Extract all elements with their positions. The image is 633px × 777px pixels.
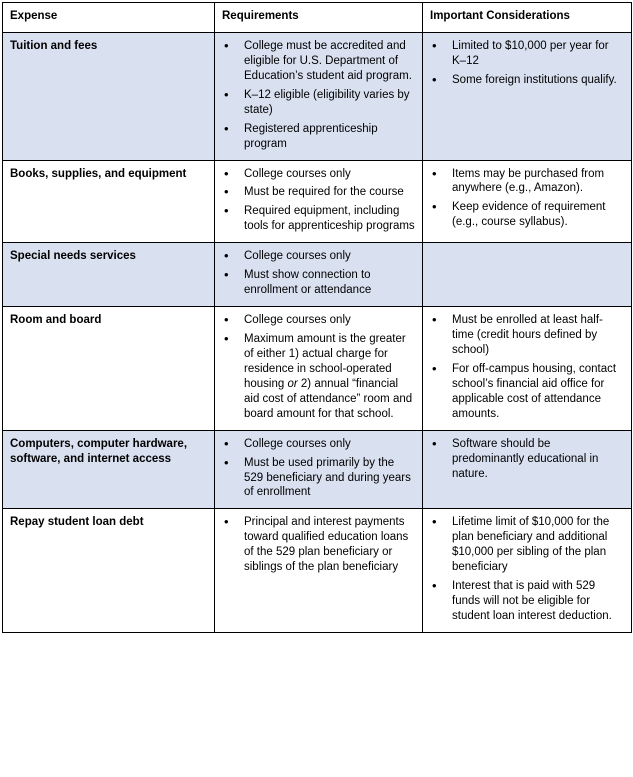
list-item: • Software should be predominantly educational in nature. (430, 437, 624, 482)
list-item: • College courses only (222, 167, 415, 182)
expense-cell: Special needs services (3, 243, 215, 307)
list-item: • College must be accredited and eligible for U.S. Department of Education’s student aid program. (222, 39, 415, 84)
bullet-list (430, 167, 624, 231)
considerations-cell (423, 243, 632, 307)
list-item: • Required equipment, including tools for apprenticeship programs (222, 204, 415, 234)
list-item: • Keep evidence of requirement (e.g., course syllabus). (430, 200, 624, 230)
table-header-row (3, 3, 632, 33)
column-header-requirements: Requirements (215, 3, 423, 33)
table-row (3, 430, 632, 509)
list-item: • Interest that is paid with 529 funds will not be eligible for student loan interest deduction. (430, 579, 624, 624)
list-item: • Principal and interest payments toward qualified education loans of the 529 plan beneficiary or siblings of the plan beneficiary (222, 515, 415, 575)
requirements-cell (215, 32, 423, 160)
considerations-cell (423, 307, 632, 431)
bullet-list (222, 39, 415, 152)
bullet-list (222, 167, 415, 235)
bullet-list (222, 313, 415, 422)
bullet-list (430, 437, 624, 482)
list-item: • Limited to $10,000 per year for K–12 (430, 39, 624, 69)
requirements-cell (215, 430, 423, 509)
expense-cell: Computers, computer hardware, software, and internet access (3, 430, 215, 509)
bullet-list (430, 313, 624, 422)
column-header-considerations: Important Considerations (423, 3, 632, 33)
bullet-list (430, 39, 624, 88)
list-item: • Maximum amount is the greater of either 1) actual charge for residence in school-operated housing or 2) annual “financial aid cost of attendance” room and board amount for that school. (222, 332, 415, 422)
list-item: • Must show connection to enrollment or attendance (222, 268, 415, 298)
considerations-cell (423, 160, 632, 243)
table-row (3, 243, 632, 307)
requirements-cell (215, 307, 423, 431)
empty-cell (430, 249, 624, 263)
expense-table (2, 2, 632, 633)
list-item: • Items may be purchased from anywhere (e.g., Amazon). (430, 167, 624, 197)
bullet-list (222, 515, 415, 575)
requirements-cell (215, 160, 423, 243)
bullet-list (222, 437, 415, 501)
list-item: • Registered apprenticeship program (222, 122, 415, 152)
considerations-cell (423, 430, 632, 509)
table-row (3, 509, 632, 633)
list-item: • Must be used primarily by the 529 beneficiary and during years of enrollment (222, 456, 415, 501)
table-row (3, 32, 632, 160)
list-item: • College courses only (222, 313, 415, 328)
considerations-cell (423, 32, 632, 160)
expense-cell: Tuition and fees (3, 32, 215, 160)
table-row (3, 307, 632, 431)
list-item: • For off-campus housing, contact school’s financial aid office for applicable cost of attendance amounts. (430, 362, 624, 422)
list-item: • Must be required for the course (222, 185, 415, 200)
list-item: • K–12 eligible (eligibility varies by state) (222, 88, 415, 118)
list-item: • Lifetime limit of $10,000 for the plan beneficiary and additional $10,000 per sibling of the plan beneficiary (430, 515, 624, 575)
requirements-cell (215, 509, 423, 633)
column-header-expense: Expense (3, 3, 215, 33)
considerations-cell (423, 509, 632, 633)
bullet-list (430, 515, 624, 624)
expense-cell: Room and board (3, 307, 215, 431)
table-row (3, 160, 632, 243)
list-item: • College courses only (222, 249, 415, 264)
list-item: • Must be enrolled at least half-time (credit hours defined by school) (430, 313, 624, 358)
table-header (3, 3, 632, 33)
requirements-cell (215, 243, 423, 307)
list-item: • College courses only (222, 437, 415, 452)
list-item: • Some foreign institutions qualify. (430, 73, 624, 88)
expense-cell: Repay student loan debt (3, 509, 215, 633)
bullet-list (222, 249, 415, 298)
table-body (3, 32, 632, 632)
document-page (0, 2, 633, 777)
expense-cell: Books, supplies, and equipment (3, 160, 215, 243)
